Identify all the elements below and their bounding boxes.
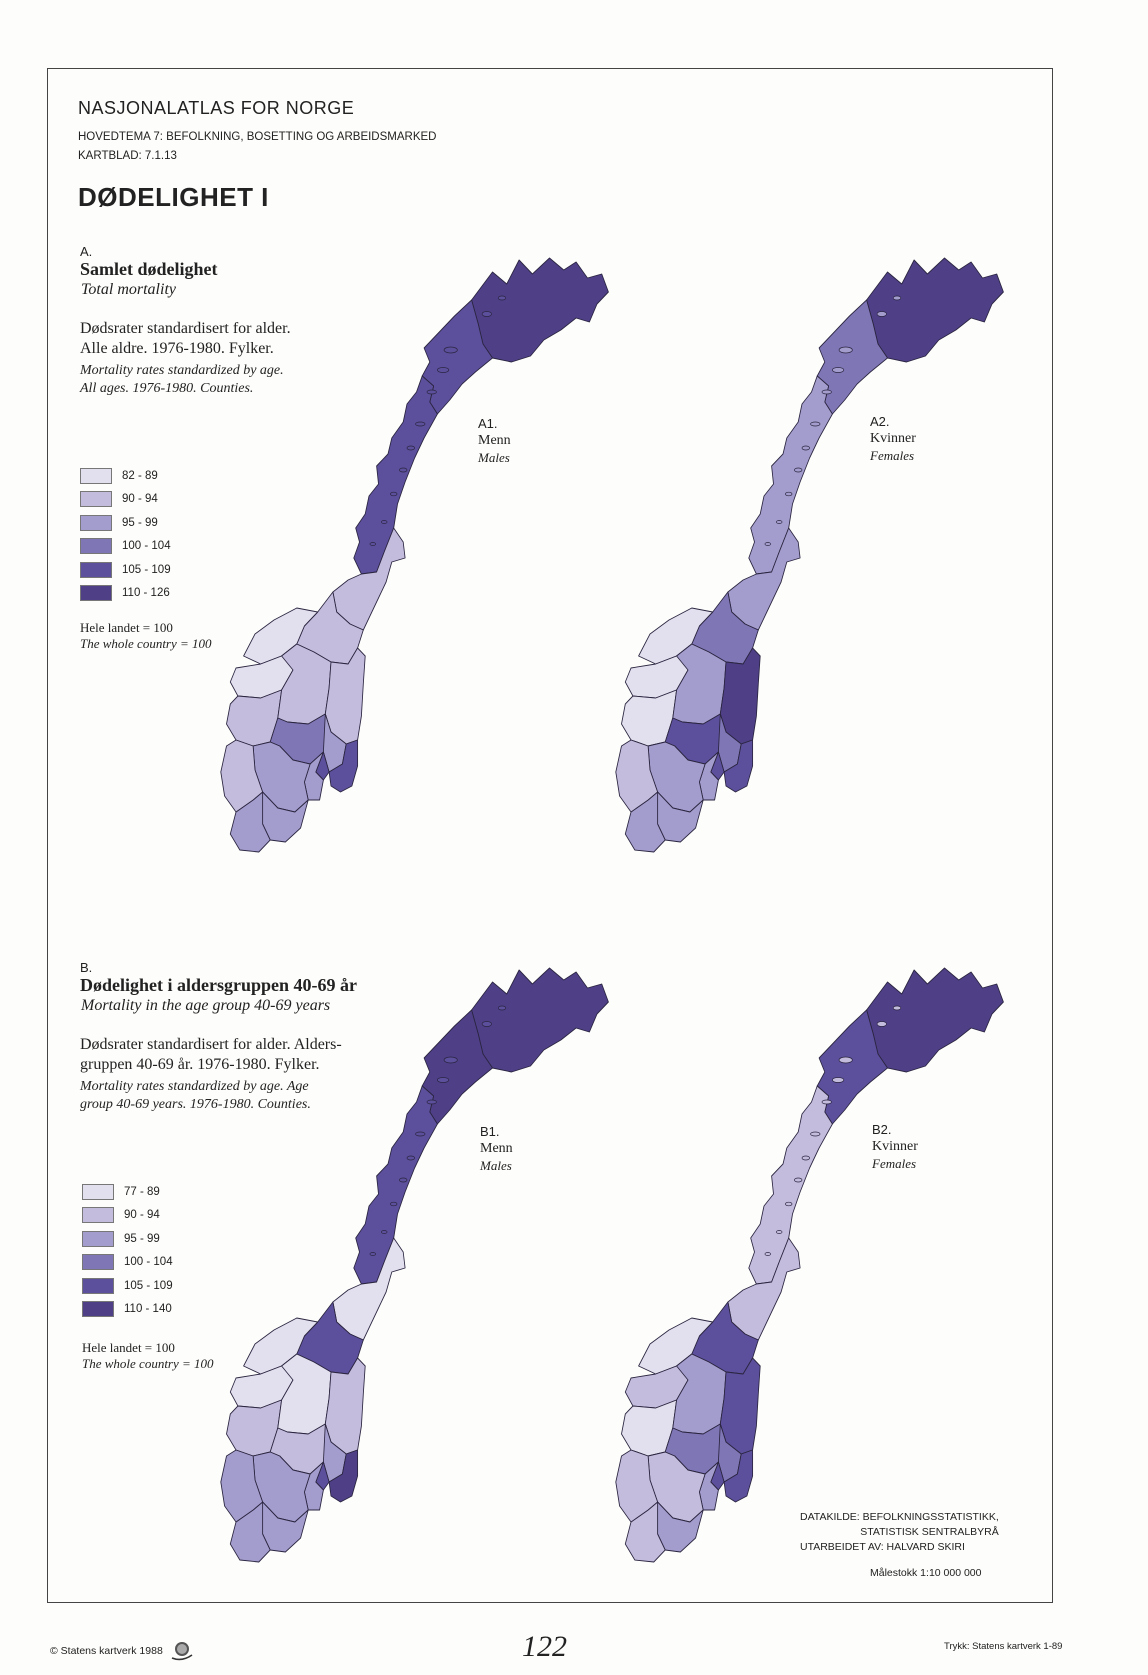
map-b1	[205, 958, 645, 1586]
coastal-island	[482, 1022, 492, 1027]
map-a2-name: Kvinner	[870, 431, 916, 446]
coastal-island	[381, 521, 387, 524]
coastal-island	[437, 368, 448, 373]
source-line-2: STATISTISK SENTRALBYRÅ	[860, 1526, 999, 1538]
legend-swatch	[80, 585, 112, 601]
map-b1-name-en: Males	[480, 1158, 512, 1173]
map-b2-code: B2.	[872, 1122, 892, 1137]
section-b-desc-en-2: group 40-69 years. 1976-1980. Counties.	[80, 1097, 311, 1112]
map-a2-name-en: Females	[870, 448, 915, 463]
coastal-island	[811, 422, 821, 426]
coastal-island	[399, 1178, 407, 1182]
county-finnmark	[867, 258, 1004, 362]
whole-country-a	[80, 620, 212, 652]
map-counties	[616, 968, 1004, 1562]
sheet-number: KARTBLAD: 7.1.13	[78, 150, 177, 162]
map-scale: Målestokk 1:10 000 000	[870, 1567, 982, 1579]
coastal-island	[482, 312, 492, 317]
coastal-island	[811, 1132, 821, 1136]
legend-a	[80, 464, 192, 605]
section-b-subtitle: Mortality in the age group 40-69 years	[81, 997, 331, 1014]
coastal-island	[427, 1100, 437, 1104]
data-source	[800, 1510, 999, 1555]
map-counties	[221, 968, 609, 1562]
legend-label: 95 - 99	[122, 516, 158, 529]
legend-swatch	[80, 491, 112, 507]
whole-country-b-no: Hele landet = 100	[82, 1340, 175, 1355]
coastal-island	[776, 521, 782, 524]
legend-a-row	[80, 582, 192, 606]
legend-swatch	[80, 515, 112, 531]
section-a-title: Samlet dødelighet	[80, 259, 218, 279]
whole-country-b-en: The whole country = 100	[82, 1356, 214, 1371]
coastal-island	[390, 1202, 397, 1206]
legend-swatch	[80, 538, 112, 554]
coastal-island	[877, 312, 887, 317]
atlas-name: NASJONALATLAS FOR NORGE	[78, 98, 355, 118]
legend-label: 90 - 94	[122, 493, 158, 506]
legend-swatch	[82, 1207, 114, 1223]
section-b-desc-no-2: gruppen 40-69 år. 1976-1980. Fylker.	[80, 1056, 320, 1073]
legend-swatch	[82, 1184, 114, 1200]
coastal-island	[839, 1057, 852, 1063]
whole-country-a-no: Hele landet = 100	[80, 620, 173, 635]
legend-swatch	[82, 1301, 114, 1317]
legend-label: 100 - 104	[124, 1256, 173, 1269]
source-line-1: DATAKILDE: BEFOLKNINGSSTATISTIKK,	[800, 1511, 999, 1523]
coastal-island	[427, 390, 437, 394]
coastal-island	[416, 422, 426, 426]
legend-a-row	[80, 535, 192, 559]
legend-label: 110 - 126	[122, 587, 170, 600]
legend-b-row	[82, 1227, 194, 1251]
legend-swatch	[82, 1231, 114, 1247]
coastal-island	[794, 1178, 802, 1182]
coastal-island	[390, 492, 397, 496]
coastal-island	[765, 1253, 771, 1256]
coastal-island	[802, 1156, 810, 1160]
map-b1-code: B1.	[480, 1124, 500, 1139]
section-b-desc-en-1: Mortality rates standardized by age. Age	[80, 1079, 309, 1094]
whole-country-a-en: The whole country = 100	[80, 636, 212, 651]
map-a1-code: A1.	[478, 416, 498, 431]
map-b2-name: Kvinner	[872, 1139, 918, 1154]
legend-swatch	[82, 1278, 114, 1294]
map-b1-name: Menn	[480, 1141, 513, 1156]
coastal-island	[832, 1078, 843, 1083]
county-finnmark	[472, 968, 609, 1072]
map-counties	[221, 258, 609, 852]
map-a1-label	[478, 415, 511, 466]
coastal-island	[839, 347, 852, 353]
coastal-island	[832, 368, 843, 373]
print-credit: Trykk: Statens kartverk 1-89	[944, 1641, 1063, 1652]
coastal-island	[498, 296, 506, 300]
coastal-island	[444, 1057, 457, 1063]
source-line-3: UTARBEIDET AV: HALVARD SKIRI	[800, 1541, 965, 1553]
coastal-island	[437, 1078, 448, 1083]
coastal-island	[785, 1202, 792, 1206]
coastal-island	[785, 492, 792, 496]
legend-swatch	[80, 468, 112, 484]
map-a1	[205, 248, 645, 876]
map-a1-name-en: Males	[478, 450, 510, 465]
coastal-island	[407, 446, 415, 450]
section-a-desc-en-1: Mortality rates standardized by age.	[80, 363, 284, 378]
legend-b-row	[82, 1180, 194, 1204]
legend-label: 90 - 94	[124, 1209, 160, 1222]
section-b-letter: B.	[80, 960, 93, 975]
section-a-desc-no-1: Dødsrater standardisert for alder.	[80, 320, 291, 337]
copyright	[50, 1640, 193, 1662]
section-a-letter: A.	[80, 244, 93, 259]
coastal-island	[370, 1253, 376, 1256]
coastal-island	[802, 446, 810, 450]
page-title: DØDELIGHET I	[78, 182, 269, 212]
statens-kartverk-logo-icon	[171, 1640, 193, 1662]
legend-a-row	[80, 558, 192, 582]
coastal-island	[877, 1022, 887, 1027]
legend-b	[82, 1180, 194, 1321]
map-counties	[616, 258, 1004, 852]
legend-label: 105 - 109	[124, 1279, 173, 1292]
coastal-island	[893, 1006, 901, 1010]
section-b-desc-no-1: Dødsrater standardisert for alder. Alders-	[80, 1036, 342, 1053]
legend-label: 105 - 109	[122, 563, 171, 576]
legend-b-row	[82, 1204, 194, 1228]
legend-b-row	[82, 1298, 194, 1322]
coastal-island	[822, 390, 832, 394]
section-a-desc-en-2: All ages. 1976-1980. Counties.	[80, 381, 254, 396]
theme-line: HOVEDTEMA 7: BEFOLKNING, BOSETTING OG ARBEIDSMARKED	[78, 131, 437, 143]
legend-label: 100 - 104	[122, 540, 171, 553]
coastal-island	[399, 468, 407, 472]
legend-a-row	[80, 511, 192, 535]
coastal-island	[370, 543, 376, 546]
legend-label: 110 - 140	[124, 1303, 172, 1316]
legend-swatch	[82, 1254, 114, 1270]
legend-b-row	[82, 1251, 194, 1275]
coastal-island	[822, 1100, 832, 1104]
page-number: 122	[522, 1630, 567, 1663]
map-a1-name: Menn	[478, 433, 511, 448]
map-a2-code: A2.	[870, 414, 890, 429]
legend-label: 95 - 99	[124, 1232, 160, 1245]
county-finnmark	[867, 968, 1004, 1072]
whole-country-b	[82, 1340, 214, 1372]
section-a-desc-no-2: Alle aldre. 1976-1980. Fylker.	[80, 340, 274, 357]
coastal-island	[765, 543, 771, 546]
section-a-subtitle: Total mortality	[81, 281, 176, 298]
map-b1-label	[480, 1123, 513, 1174]
coastal-island	[381, 1231, 387, 1234]
map-a2	[600, 248, 1040, 876]
coastal-island	[794, 468, 802, 472]
legend-a-row	[80, 464, 192, 488]
map-b2	[600, 958, 1040, 1586]
map-b2-label	[872, 1121, 918, 1172]
map-b2-name-en: Females	[872, 1156, 917, 1171]
legend-a-row	[80, 488, 192, 512]
coastal-island	[444, 347, 457, 353]
legend-label: 77 - 89	[124, 1185, 160, 1198]
legend-label: 82 - 89	[122, 469, 158, 482]
legend-swatch	[80, 562, 112, 578]
coastal-island	[416, 1132, 426, 1136]
coastal-island	[407, 1156, 415, 1160]
copyright-text: © Statens kartverk 1988	[50, 1645, 163, 1657]
county-finnmark	[472, 258, 609, 362]
section-b-title: Dødelighet i aldersgruppen 40-69 år	[80, 975, 357, 995]
legend-b-row	[82, 1274, 194, 1298]
map-a2-label	[870, 413, 916, 464]
coastal-island	[893, 296, 901, 300]
coastal-island	[498, 1006, 506, 1010]
coastal-island	[776, 1231, 782, 1234]
